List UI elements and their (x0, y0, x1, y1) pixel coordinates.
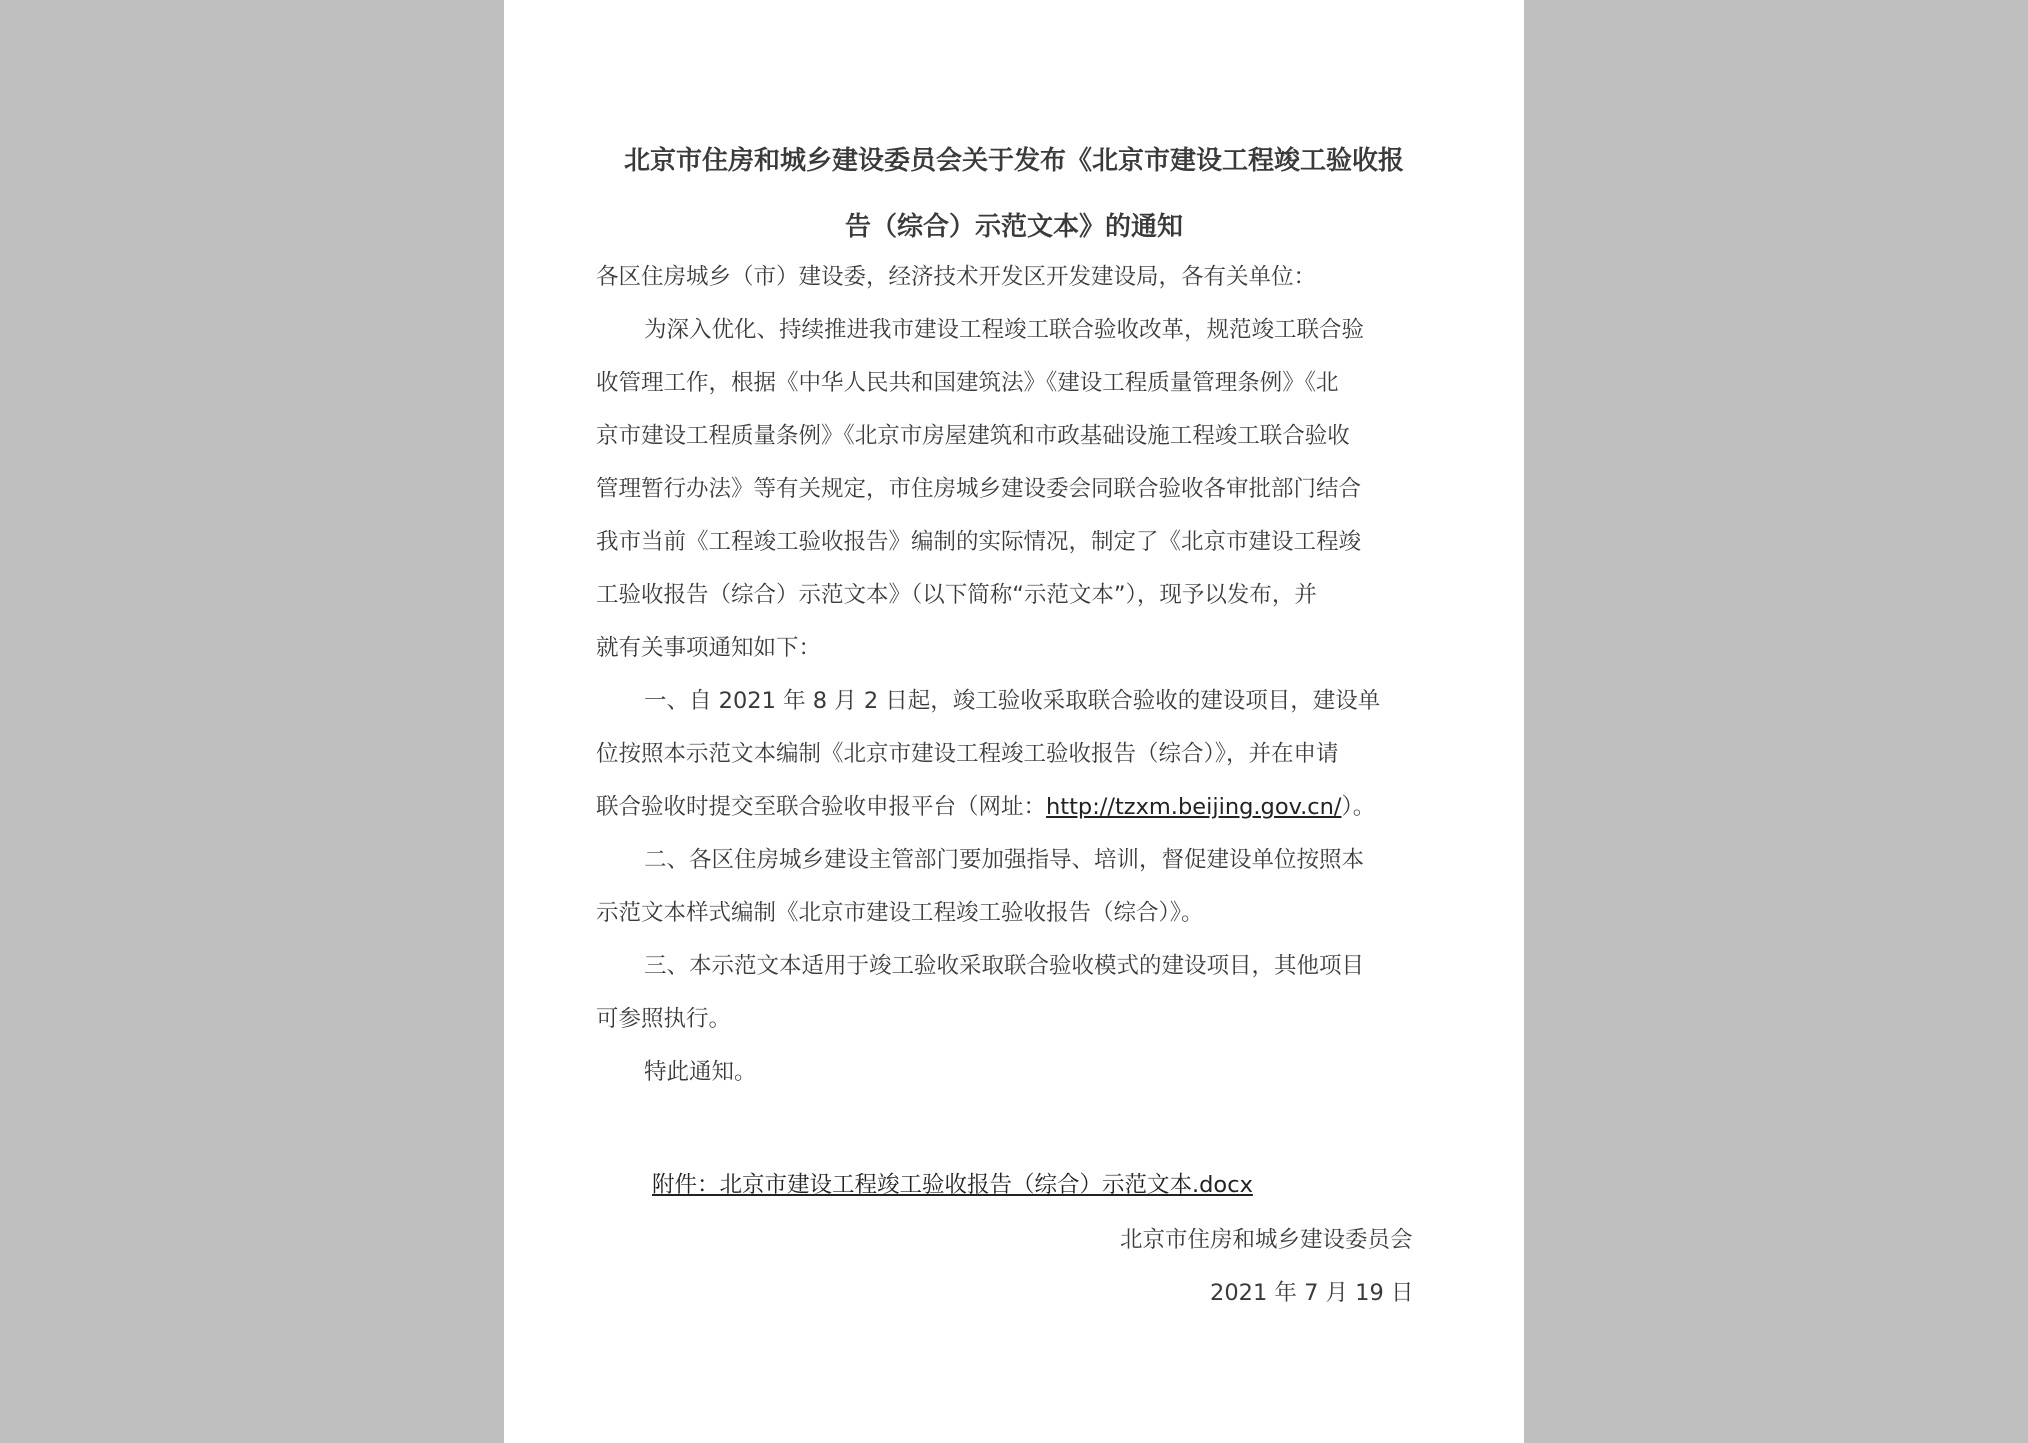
paragraph-line: 京市建设工程质量条例》《北京市房屋建筑和市政基础设施工程竣工联合验收 (596, 423, 1350, 449)
paragraph-line: 我市当前《工程竣工验收报告》编制的实际情况，制定了《北京市建设工程竣 (596, 529, 1362, 555)
paragraph-line: 为深入优化、持续推进我市建设工程竣工联合验收改革，规范竣工联合验 (644, 317, 1365, 343)
item-1-suffix: ）。 (1341, 794, 1376, 820)
item-1-line: 一、自 2021 年 8 月 2 日起，竣工验收采取联合验收的建设项目，建设单 (644, 688, 1381, 714)
attachment-link[interactable]: 附件：北京市建设工程竣工验收报告（综合）示范文本.docx (652, 1172, 1253, 1198)
title-line-2: 告（综合）示范文本》的通知 (844, 212, 1183, 242)
paragraph-line: 管理暂行办法》等有关规定，市住房城乡建设委会同联合验收各审批部门结合 (596, 476, 1362, 502)
item-3-line: 可参照执行。 (596, 1006, 732, 1032)
closing-text: 特此通知。 (644, 1059, 757, 1085)
document-title (594, 128, 1434, 260)
item-3-line: 三、本示范文本适用于竣工验收采取联合验收模式的建设项目，其他项目 (644, 953, 1365, 979)
salutation: 各区住房城乡（市）建设委，经济技术开发区开发建设局，各有关单位： (596, 264, 1317, 290)
signature-date: 2021 年 7 月 19 日 (1210, 1280, 1414, 1306)
paragraph-line: 就有关事项通知如下： (596, 635, 822, 661)
title-line-1: 北京市住房和城乡建设委员会关于发布《北京市建设工程竣工验收报 (623, 146, 1404, 176)
paragraph-line: 收管理工作，根据《中华人民共和国建筑法》《建设工程质量管理条例》《北 (596, 370, 1339, 396)
document-page (504, 0, 1524, 1443)
paragraph-line: 工验收报告（综合）示范文本》（以下简称“示范文本”），现予以发布，并 (596, 582, 1317, 608)
platform-link[interactable]: http://tzxm.beijing.gov.cn/ (1046, 794, 1342, 820)
signature-organization: 北京市住房和城乡建设委员会 (1120, 1227, 1413, 1253)
item-1-prefix: 联合验收时提交至联合验收申报平台（网址： (596, 794, 1047, 820)
item-1-line: 位按照本示范文本编制《北京市建设工程竣工验收报告（综合）》，并在申请 (596, 741, 1339, 767)
item-1-last-line (596, 792, 1375, 822)
item-2-line: 示范文本样式编制《北京市建设工程竣工验收报告（综合）》。 (596, 900, 1204, 926)
item-2-line: 二、各区住房城乡建设主管部门要加强指导、培训，督促建设单位按照本 (644, 847, 1365, 873)
